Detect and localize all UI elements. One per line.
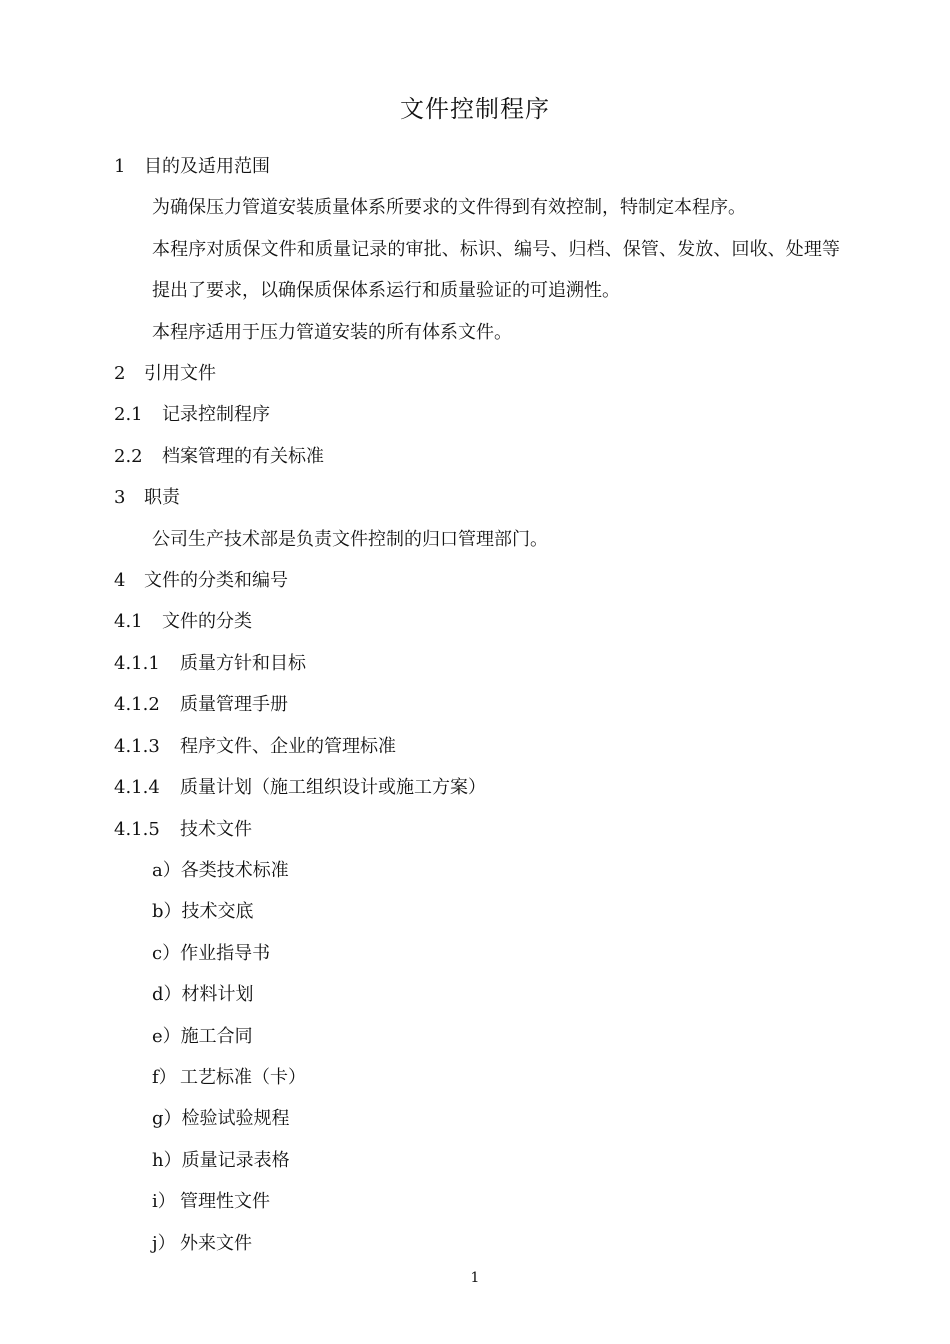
list-item: [114, 1016, 840, 1057]
list-item-text: 各类技术标准: [180, 859, 289, 881]
list-item-text: 施工合同: [180, 1025, 253, 1047]
section-title: 质量方针和目标: [180, 652, 306, 674]
tech-docs-list: [114, 850, 840, 1264]
section-number: 4.1.2: [114, 694, 160, 716]
section-number: 2.2: [114, 445, 143, 467]
section-title: 文件的分类: [162, 611, 252, 633]
list-item: [114, 933, 840, 974]
section-number: 2: [114, 363, 126, 385]
section-2-2-heading: [114, 436, 840, 477]
list-item: [114, 1057, 840, 1098]
section-4-1-5-heading: [114, 809, 840, 850]
list-marker: b）: [152, 901, 182, 923]
section-number: 4.1.1: [114, 652, 160, 674]
list-item: [114, 891, 840, 932]
list-item-text: 管理性文件: [180, 1191, 270, 1213]
list-item-text: 外来文件: [180, 1232, 252, 1254]
section-1-heading: [114, 146, 840, 187]
list-item: [114, 1223, 840, 1264]
section-number: 2.1: [114, 404, 143, 426]
paragraph: 为确保压力管道安装质量体系所要求的文件得到有效控制，特制定本程序。: [152, 197, 746, 219]
document-title: 文件控制程序: [400, 95, 550, 123]
list-item-text: 作业指导书: [180, 942, 271, 964]
list-item-text: 工艺标准（卡）: [180, 1066, 306, 1088]
list-marker: e）: [152, 1025, 181, 1047]
section-title: 文件的分类和编号: [144, 570, 288, 592]
section-title: 目的及适用范围: [144, 156, 270, 177]
list-marker: j）: [152, 1232, 176, 1254]
list-marker: f）: [152, 1066, 177, 1088]
list-item-text: 材料计划: [181, 984, 254, 1006]
list-marker: d）: [152, 984, 182, 1006]
section-title: 技术文件: [180, 818, 252, 840]
section-title: 引用文件: [144, 363, 216, 385]
paragraph: 本程序对质保文件和质量记录的审批、标识、编号、归档、保管、发放、回收、处理等提出了要求，以确保质保体系运行和质量验证的可追溯性。: [152, 238, 840, 302]
section-number: 1: [114, 156, 126, 177]
page-number: 1: [470, 1270, 480, 1286]
section-4-1-heading: [114, 601, 840, 642]
section-number: 3: [114, 487, 126, 509]
section-3-heading: [114, 477, 840, 518]
list-marker: g）: [152, 1108, 182, 1130]
list-item-text: 技术交底: [181, 901, 254, 923]
section-2-heading: [114, 353, 840, 394]
section-4-1-2-heading: [114, 684, 840, 725]
list-item-text: 检验试验规程: [181, 1108, 290, 1130]
section-title: 质量计划（施工组织设计或施工方案）: [180, 777, 486, 799]
section-4-1-4-heading: [114, 767, 840, 808]
list-item: [114, 1140, 840, 1181]
section-number: 4.1: [114, 611, 143, 633]
section-number: 4.1.4: [114, 777, 160, 799]
paragraph: 本程序适用于压力管道安装的所有体系文件。: [152, 321, 512, 343]
list-item: [114, 850, 840, 891]
document-body: [114, 146, 840, 1264]
list-marker: h）: [152, 1149, 182, 1171]
list-item: [114, 974, 840, 1015]
list-marker: a）: [152, 859, 181, 881]
section-4-1-3-heading: [114, 726, 840, 767]
section-number: 4.1.3: [114, 735, 160, 757]
section-2-1-heading: [114, 394, 840, 435]
list-item: [114, 1181, 840, 1222]
section-title: 档案管理的有关标准: [162, 445, 324, 467]
section-4-heading: [114, 560, 840, 601]
list-marker: i）: [152, 1191, 176, 1213]
list-item-text: 质量记录表格: [181, 1149, 290, 1171]
list-item: [114, 1098, 840, 1139]
section-title: 程序文件、企业的管理标准: [180, 735, 396, 757]
paragraph: 公司生产技术部是负责文件控制的归口管理部门。: [152, 528, 548, 550]
section-number: 4.1.5: [114, 818, 160, 840]
section-title: 职责: [144, 487, 180, 509]
section-title: 质量管理手册: [180, 694, 288, 716]
section-4-1-1-heading: [114, 643, 840, 684]
section-title: 记录控制程序: [162, 404, 270, 426]
section-number: 4: [114, 570, 126, 592]
list-marker: c）: [152, 942, 181, 964]
